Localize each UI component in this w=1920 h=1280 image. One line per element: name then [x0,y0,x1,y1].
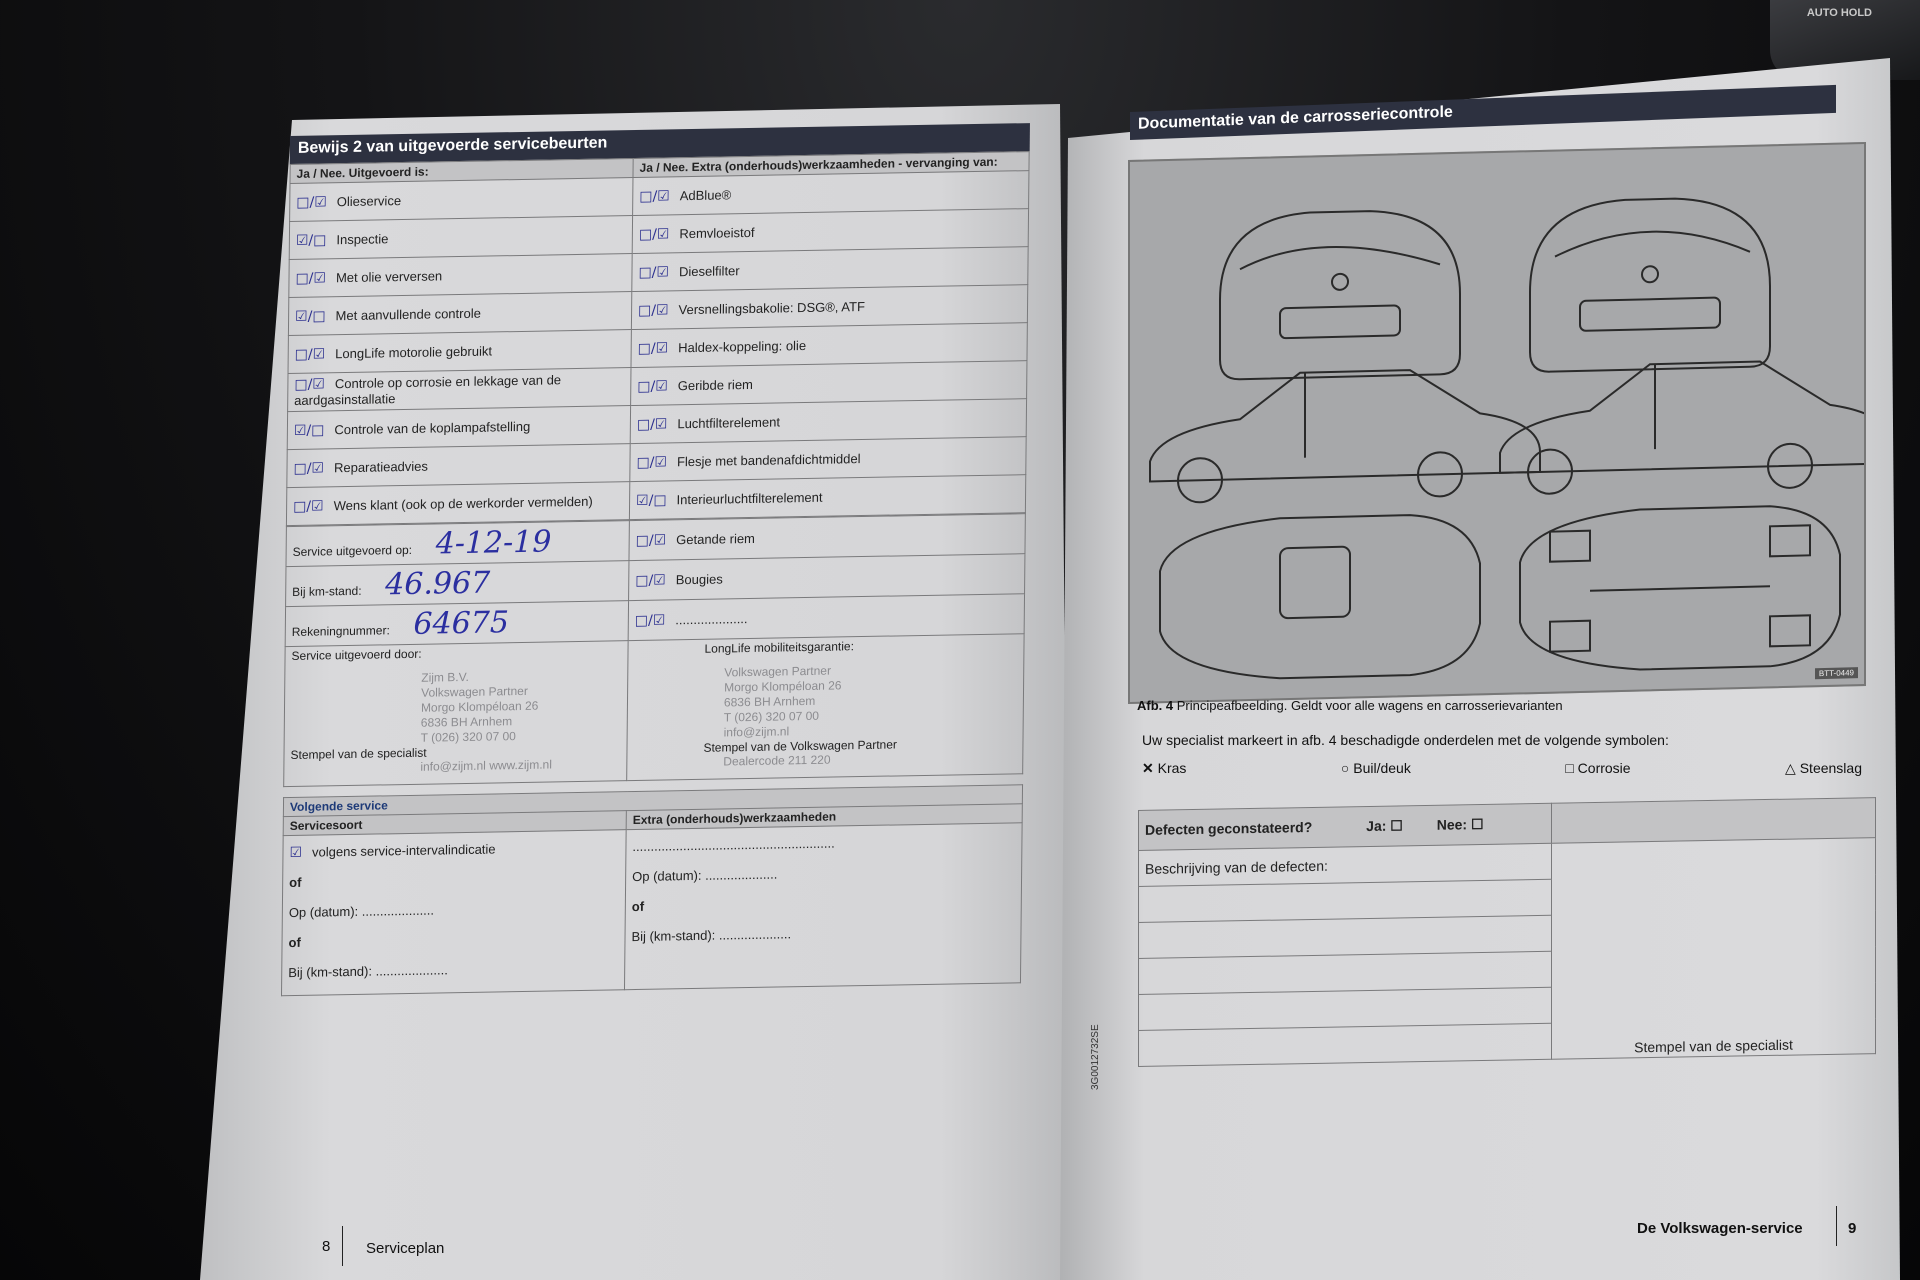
symbol-steenslag [1785,760,1862,777]
car-diagram-panel [1128,142,1866,704]
extra-item-label: Haldex-koppeling: olie [678,337,807,355]
checkbox-icon: □/☑ [293,459,325,477]
symbol-corrosie [1565,760,1630,777]
or-label: of [289,874,302,891]
dotted-line: ........................................................ [632,835,835,855]
km-cell [286,561,629,607]
invoice-label: Rekeningnummer: [291,623,390,639]
extra-item-label: Versnellingsbakolie: DSG®, ATF [678,298,866,317]
longlife-cell [627,634,1024,781]
symbols-instruction: Uw specialist markeert in afb. 4 beschadigde onderdelen met de volgende symbolen: [1142,732,1669,748]
checkbox-icon: □/☑ [294,345,326,363]
checkbox-icon: □/☑ [636,415,668,433]
next-service-table [281,784,1023,996]
extra-item-label: Geribde riem [677,376,754,393]
stamp-cell [1552,838,1876,1060]
service-item-label: Controle op corrosie en lekkage van de aardgasinstallatie [294,372,562,408]
checkbox-icon: ☑/□ [295,231,327,249]
extra-label: Getande riem [676,530,756,547]
checkbox-icon: □/☑ [635,531,667,549]
extra-item-label: Remvloeistof [679,224,755,241]
service-item-cell [287,444,630,488]
symbol-label: Corrosie [1577,760,1631,776]
checkbox-icon: □/☑ [295,269,327,287]
symbol-buil [1341,760,1411,777]
dealer-stamp-right [724,660,1018,740]
extra-item-label: Luchtfilterelement [677,413,781,431]
service-item-cell [287,406,630,450]
car-underbody-view [1520,505,1840,673]
car-top-view [1160,513,1480,681]
car-front-view [1530,196,1770,372]
triangle-icon: △ [1785,760,1796,776]
extra-item-label: Flesje met bandenafdichtmiddel [676,450,861,469]
service-item-cell [289,254,632,298]
stamp-line: Volkswagen Partner [421,683,528,700]
extra-work-cell [624,823,1022,990]
service-table [286,151,1030,526]
extra-item-label: Interieurluchtfilterelement [676,489,823,507]
checkbox-icon: □/☑ [294,376,325,393]
stamp-line: T (026) 320 07 00 [420,729,516,745]
symbols-legend [1142,760,1862,777]
service-proof-title: Bewijs 2 van uitgevoerde servicebeurten [290,123,1030,164]
checkbox-icon: □/☑ [639,187,670,205]
caption-prefix: Afb. 4 [1137,698,1174,713]
description-line [1139,1023,1552,1066]
checkbox-icon: ☑/□ [636,491,667,509]
extra-item-cell [629,475,1025,520]
longlife-label: LongLife mobiliteitsgarantie: [704,639,855,656]
service-details-table [283,513,1026,787]
extra-row-2 [628,594,1024,641]
service-item-label: Controle van de koplampafstelling [334,418,531,437]
checkbox-icon: □/☑ [637,377,668,395]
car-side-sedan [1150,367,1540,504]
stamp-vw-label: Stempel van de Volkswagen Partner [703,737,898,755]
service-item-label: Inspectie [336,230,389,247]
km-field: Bij (km-stand): .................... [288,962,448,981]
km-label: Bij km-stand: [292,583,362,599]
defects-question: Defecten geconstateerd? [1145,818,1313,838]
left-page-content [281,123,1030,996]
service-item-cell [289,216,632,260]
or-label-2: of [288,934,301,951]
symbol-kras [1142,760,1186,777]
checkbox-icon: ☑/□ [293,421,325,439]
dealer-stamp-web [420,756,620,774]
service-type-cell [281,830,626,996]
left-page-number: 8 [322,1238,331,1255]
extra-row-0 [629,514,1025,561]
service-item-cell [286,482,629,526]
symbol-label: Buil/deuk [1353,760,1411,776]
square-icon: □ [1565,760,1574,776]
symbol-label: Kras [1157,760,1187,776]
yes-checkbox-icon: ☐ [1390,817,1403,834]
car-side-other [1500,358,1864,495]
checkbox-icon: □/☑ [637,339,669,357]
stamp-line: T (026) 320 07 00 [723,708,820,725]
service-item-label: Reparatieadvies [333,458,429,475]
service-item-cell [288,330,631,374]
stamp-line: www.zijm.nl [489,757,552,773]
service-by-cell [284,641,628,787]
caption-text: Principeafbeelding. Geldt voor alle wagens en carrosserievarianten [1176,698,1563,713]
defects-header-empty [1552,798,1876,844]
right-footer-divider [1836,1206,1837,1246]
service-item-label: LongLife motorolie gebruikt [335,342,493,361]
service-date-cell [286,521,629,567]
extra-row-1 [629,554,1025,601]
figure-code: BTT-0449 [1815,667,1858,679]
service-by-label: Service uitgevoerd door: [291,646,422,664]
right-page-number: 9 [1848,1220,1857,1237]
symbol-label: Steenslag [1799,760,1862,776]
cross-icon: ✕ [1142,760,1154,776]
date-field-right: Op (datum): .................... [632,866,778,885]
body-check-title: Documentatie van de carrosseriecontrole [1130,85,1836,140]
checkbox-icon: □/☑ [636,453,668,471]
car-rear-view [1220,209,1460,380]
col-right-header: Ja / Nee. Extra (onderhouds)werkzaamheden - vervanging van: [633,152,1029,178]
car-outline-diagram [1130,144,1864,702]
checkbox-icon: ☑/□ [295,307,326,325]
service-item-label: Olieservice [336,192,402,209]
left-footer-divider [342,1226,343,1266]
checkbox-icon: □/☑ [296,193,327,211]
defect-table [1138,797,1876,1067]
description-label: Beschrijving van de defecten: [1139,843,1552,886]
km-value: 46.967 [385,565,491,603]
extra-label: Bougies [675,570,723,587]
checkbox-icon: ☑ [289,844,303,862]
dealer-stamp-left [421,667,622,746]
auto-hold-label: AUTO HOLD [1806,7,1872,19]
col-left-header: Ja / Nee. Uitgevoerd is: [290,159,633,184]
checkbox-icon: □/☑ [635,571,666,589]
service-item-cell [288,292,631,336]
interval-label: volgens service-intervalindicatie [311,841,496,860]
stamp-line: Volkswagen Partner [724,663,832,680]
km-field-right: Bij (km-stand): .................... [631,926,792,945]
service-item-cell [288,368,631,412]
yes-label: Ja: [1366,817,1387,835]
service-type-header: Servicesoort [283,811,626,836]
checkbox-icon: □/☑ [293,497,324,515]
stamp-line: Morgo Klompéloan 26 [724,678,842,695]
next-service-title: Volgende service [283,785,1022,817]
or-label-3: of [631,898,645,915]
right-section-name: De Volkswagen-service [1637,1220,1803,1237]
extra-work-header: Extra (onderhouds)werkzaamheden [626,804,1022,830]
side-code: 3G0012732SE [1090,1024,1101,1090]
left-section-name: Serviceplan [366,1240,445,1257]
circle-icon: ○ [1340,760,1350,776]
no-checkbox-icon: ☐ [1471,815,1484,833]
extra-label: .................... [675,610,748,627]
stamp-line: info@zijm.nl [723,724,790,740]
dealer-code: Dealercode 211 220 [723,752,831,769]
figure-caption [1137,698,1563,713]
extra-item-label: Dieselfilter [678,262,740,279]
service-item-label: Wens klant (ook op de werkorder vermelden) [333,493,593,513]
stamp-line: 6836 BH Arnhem [723,693,816,710]
service-item-label: Met aanvullende controle [335,305,481,323]
service-date-value: 4-12-19 [435,524,552,562]
checkbox-icon: □/☑ [638,301,669,319]
invoice-value: 64675 [413,605,510,642]
date-field: Op (datum): .................... [288,902,435,921]
invoice-cell [285,601,628,647]
stamp-line: 6836 BH Arnhem [420,714,513,730]
extra-item-label: AdBlue® [679,186,732,203]
stamp-label: Stempel van de specialist [1634,1036,1793,1056]
stamp-line: Morgo Klompéloan 26 [420,698,539,715]
defect-form [1138,797,1876,1067]
service-date-label: Service uitgevoerd op: [292,542,413,559]
service-item-cell [290,178,633,222]
checkbox-icon: □/☑ [634,611,666,629]
checkbox-icon: □/☑ [638,263,670,281]
service-item-label: Met olie verversen [335,267,443,285]
stamp-line: info@zijm.nl [420,758,486,774]
stamp-line: Zijm B.V. [421,669,469,685]
no-label: Nee: [1436,816,1468,833]
checkbox-icon: □/☑ [638,225,670,243]
stamp-specialist-label: Stempel van de specialist [290,745,427,763]
